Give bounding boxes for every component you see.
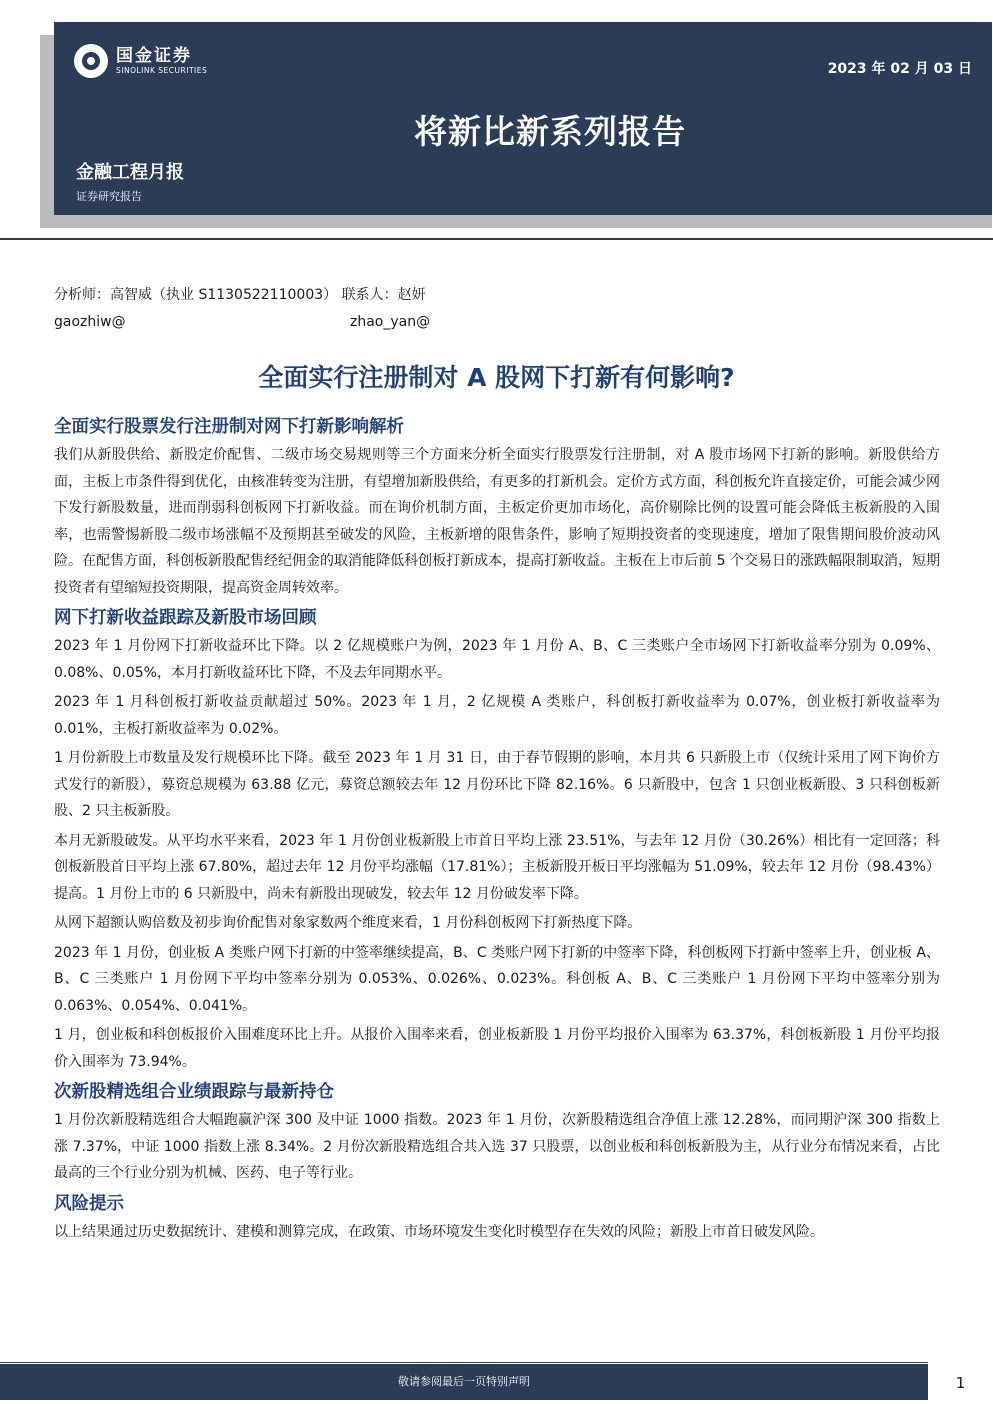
paragraph: 1 月，创业板和科创板报价入围难度环比上升。从报价入围率来看，创业板新股 1 月份平均报价入围率为 63.37%，科创板新股 1 月份平均报价入围率为 73.94%。	[54, 1027, 940, 1070]
document-title: 全面实行注册制对 A 股网下打新有何影响?	[258, 363, 735, 392]
report-body	[54, 410, 940, 1248]
logo-cn-text: 国金证券	[116, 46, 192, 66]
page-number: 1	[955, 1374, 966, 1392]
logo-en-text: SINOLINK SECURITIES	[116, 66, 208, 75]
analyst-info: 分析师：高智威（执业 S1130522110003） 联系人：赵妍	[54, 287, 426, 303]
paragraph: 本月无新股破发。从平均水平来看，2023 年 1 月份创业板新股上市首日平均上涨 23.51%，与去年 12 月份（30.26%）相比有一定回落；科创板新股首日平均上涨 67.80%，超过去年 12 月份平均涨幅（17.81%）；主板新股开板日平均涨幅为 51.09%，较去年 12 月份（98.43%）提高。1 月份上市的 6 只新股中，尚未有新股出现破发，较去年 12 月份破发率下降。	[54, 832, 940, 902]
paragraph: 1 月份次新股精选组合大幅跑赢沪深 300 及中证 1000 指数。2023 年 1 月份，次新股精选组合净值上涨 12.28%，而同期沪深 300 指数上涨 7.37%，中证 1000 指数上涨 8.34%。2 月份次新股精选组合共入选 37 只股票，以创业板和科创板新股为主，从行业分布情况来看，占比最高的三个行业分别为机械、医药、电子等行业。	[54, 1112, 940, 1181]
paragraph: 2023 年 1 月科创板打新收益贡献超过 50%。2023 年 1 月，2 亿规模 A 类账户，科创板打新收益率为 0.07%，创业板打新收益率为 0.01%，主板打新收益率为 0.02%。	[54, 694, 940, 737]
series-title: 将新比新系列报告	[414, 112, 686, 151]
section-heading: 全面实行股票发行注册制对网下打新影响解析	[54, 417, 404, 437]
paragraph: 2023 年 1 月份网下打新收益环比下降。以 2 亿规模账户为例，2023 年 1 月份 A、B、C 三类账户全市场网下打新收益率分别为 0.09%、0.08%、0.05%，本月打新收益环比下降，不及去年同期水平。	[54, 638, 940, 681]
section-heading: 次新股精选组合业绩跟踪与最新持仓	[54, 1082, 334, 1102]
analyst-email: gaozhiw@	[54, 314, 126, 330]
section-heading: 网下打新收益跟踪及新股市场回顾	[54, 608, 317, 628]
paragraph: 1 月份新股上市数量及发行规模环比下降。截至 2023 年 1 月 31 日，由于春节假期的影响，本月共 6 只新股上市（仅统计采用了网下询价方式发行的新股），募资总规模为 63.88 亿元，募资总额较去年 12 月份环比下降 82.16%。6 只新股中，包含 1 只创业板新股、3 只科创板新股、2 只主板新股。	[54, 750, 940, 819]
paragraph: 我们从新股供给、新股定价配售、二级市场交易规则等三个方面来分析全面实行股票发行注册制，对 A 股市场网下打新的影响。新股供给方面，主板上市条件得到优化，由核准转变为注册，有望增加新股供给，有更多的打新机会。定价方式方面，科创板允许直接定价，可能会减少网下发行新股数量，进而削弱科创板网下打新收益。而在询价机制方面，主板定价更加市场化，高价剔除比例的设置可能会降低主板新股的入围率，也需警惕新股二级市场涨幅不及预期甚至破发的风险，主板新增的限售条件，影响了短期投资者的变现速度，增加了限售期间股价波动风险。在配售方面，科创板新股配售经纪佣金的取消能降低科创板打新成本，提高打新收益。主板在上市后前 5 个交易日的涨跌幅限制取消，短期投资者有望缩短投资期限，提高资金周转效率。	[54, 447, 940, 596]
contact-email: zhao_yan@	[350, 314, 431, 330]
footer-disclaimer: 敬请参阅最后一页特别声明	[0, 1364, 928, 1400]
report-banner	[54, 22, 992, 215]
footer-divider	[0, 1362, 928, 1363]
sinolink-logo-icon	[74, 44, 108, 78]
report-date: 2023 年 02 月 03 日	[827, 61, 972, 77]
section-heading: 风险提示	[54, 1193, 124, 1214]
paragraph: 以上结果通过历史数据统计、建模和测算完成，在政策、市场环境发生变化时模型存在失效的风险；新股上市首日破发风险。	[54, 1223, 824, 1240]
report-type: 金融工程月报	[76, 162, 184, 183]
report-category: 证券研究报告	[76, 190, 142, 203]
paragraph: 2023 年 1 月份，创业板 A 类账户网下打新的中签率继续提高，B、C 类账户网下打新的中签率下降，科创板网下打新中签率上升，创业板 A、B、C 三类账户 1 月份网下平均中签率分别为 0.053%、0.026%、0.023%。科创板 A、B、C 三类账户 1 月份网下平均中签率分别为 0.063%、0.054%、0.041%。	[54, 944, 940, 1014]
company-logo	[74, 44, 207, 78]
paragraph: 从网下超额认购倍数及初步询价配售对象家数两个维度来看，1 月份科创板网下打新热度下降。	[54, 915, 642, 931]
header-divider	[0, 238, 993, 240]
